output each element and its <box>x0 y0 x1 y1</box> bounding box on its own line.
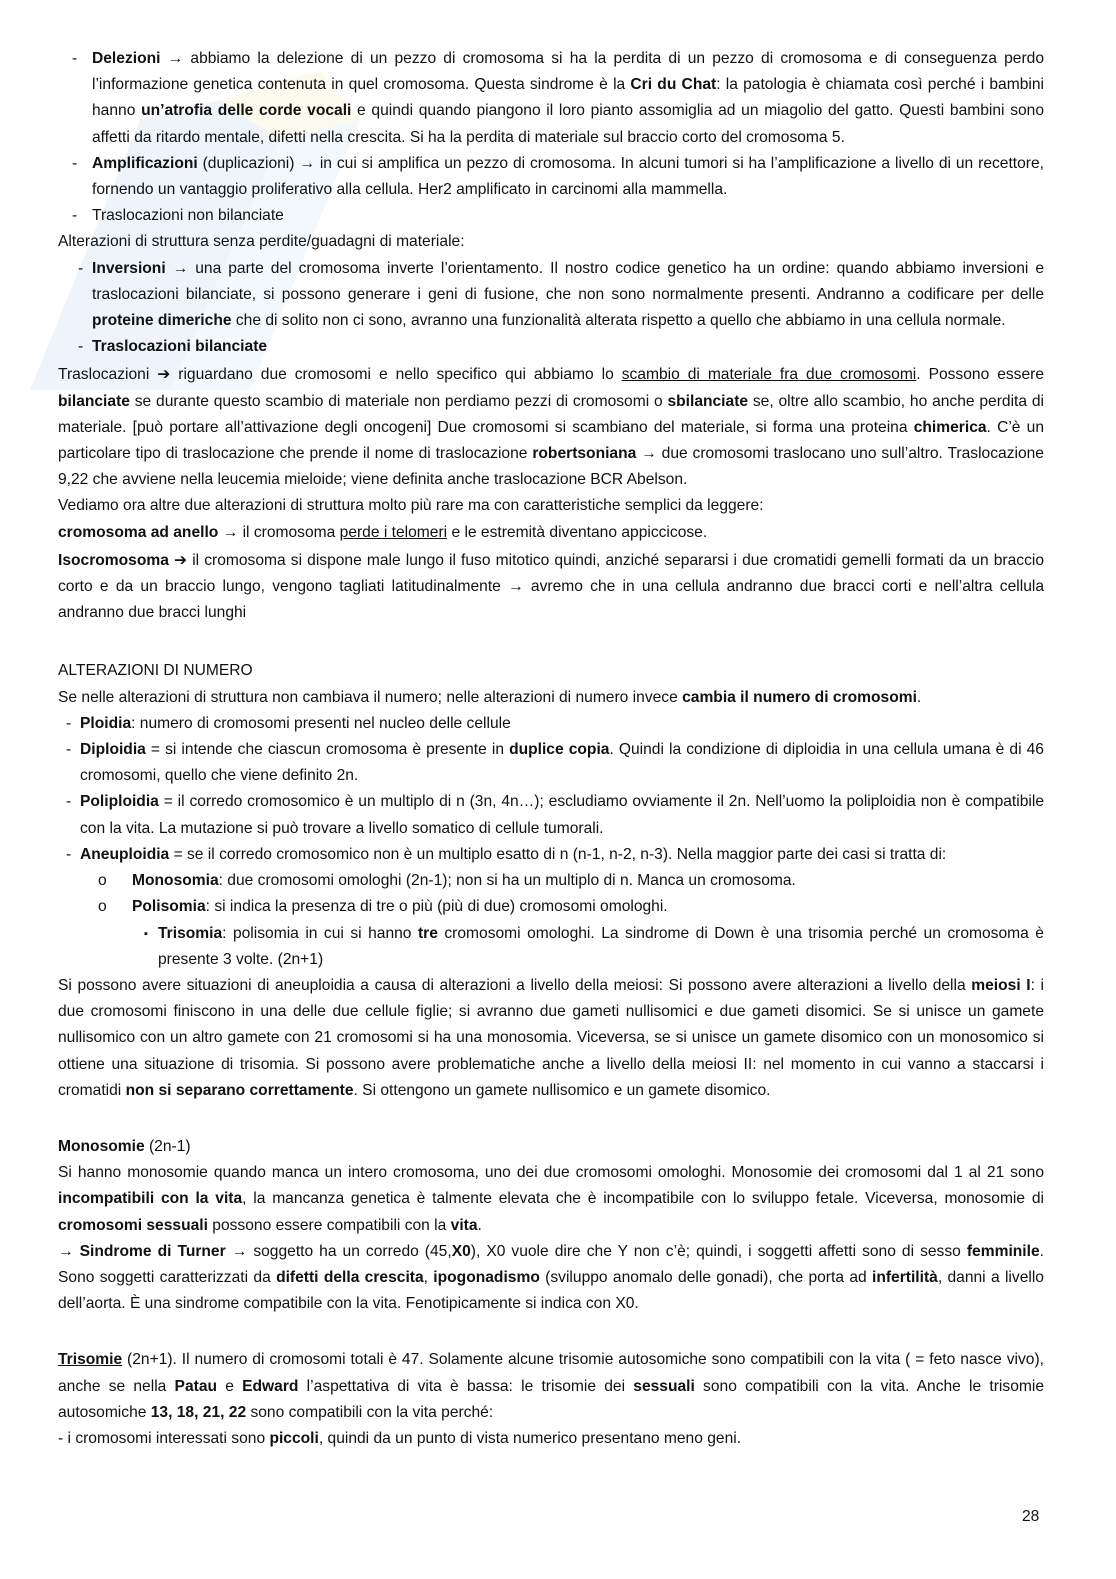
list-item-amplificazioni: - Amplificazioni (duplicazioni) → in cui si amplifica un pezzo di cromosoma. In alcuni tumori si ha l’amplificazione a livello di un recettore, fornendo un vantaggio proliferativo alla cellula. Her2 amplificato in carcinomi alla mammella. <box>58 151 1044 203</box>
list-item-poliploidia: - Poliploidia = il corredo cromosomico è un multiplo di n (3n, 4n…); escludiamo ovviamente il 2n. Nell’uomo la poliploidia non è compatibile con la vita. La mutazione si può trovare a livello somatico di cellule tumorali. <box>58 789 1044 841</box>
bullet-dash: - <box>72 154 78 172</box>
list-item-aneuploidia: - Aneuploidia = se il corredo cromosomico non è un multiplo esatto di n (n-1, n-2, n-3). Nella maggior parte dei casi si tratta di: <box>58 842 1044 868</box>
heading-monosomie: Monosomie (2n-1) <box>58 1137 191 1155</box>
bullet-dash: - <box>78 338 84 356</box>
list-item-ploidia: - Ploidia: numero di cromosomi presenti nel nucleo delle cellule <box>58 711 1044 737</box>
bullet-circle: o <box>98 872 107 890</box>
list-item-monosomia: o Monosomia: due cromosomi omologhi (2n-1); non si ha un multiplo di n. Manca un cromosoma. <box>58 868 1044 894</box>
bullet-dash: - <box>72 50 78 67</box>
paragraph-trisomie: Trisomie (2n+1). Il numero di cromosomi totali è 47. Solamente alcune trisomie autosomiche sono compatibili con la vita ( = feto nasce vivo), anche se nella Patau e Edward l’aspettativa di vita è bassa: le trisomie dei sessuali sono compatibili con la vita. Anche le trisomie autosomiche 13, 18, 21, 22 sono compatibili con la vita perché: <box>58 1351 1044 1421</box>
paragraph-no-loss-intro: Alterazioni di struttura senza perdite/guadagni di materiale: <box>58 233 465 251</box>
section-heading-alterazioni-di-numero: ALTERAZIONI DI NUMERO <box>58 662 253 680</box>
page-number: 28 <box>1022 1508 1040 1525</box>
paragraph-traslocazioni: Traslocazioni ➔ riguardano due cromosomi e nello specifico qui abbiamo lo scambio di materiale fra due cromosomi. Possono essere bilanciate se durante questo scambio di materiale non perdiamo pezzi di cromosomi o sbilanciate se, oltre allo scambio, ho anche perdita di materiale. [può portare all’attivazione degli oncogeni] Due cromosomi si scambiano del materiale, si forma una proteina chimerica. C’è un particolare tipo di traslocazione che prende il nome di traslocazione robertsoniana → due cromosomi traslocano uno sull’altro. Traslocazione 9,22 che avviene nella leucemia mieloide; viene definita anche traslocazione BCR Abelson. <box>58 366 1045 489</box>
bullet-square: ▪ <box>144 927 148 940</box>
paragraph-turner: → Sindrome di Turner → soggetto ha un corredo (45,X0), X0 vuole dire che Y non c’è; quindi, i soggetti affetti sono di sesso femminile. Sono soggetti caratterizzati da difetti della crescita, ipogonadismo (sviluppo anomalo delle gonadi), che porta ad infertilità, danni a livello dell’aorta. È una sindrome compatibile con la vita. Fenotipicamente si indica con X0. <box>58 1242 1044 1313</box>
list-item-trisomia: ▪ Trisomia: polisomia in cui si hanno tre cromosomi omologhi. La sindrome di Down è una trisomia perché un cromosoma è presente 3 volte. (2n+1) <box>58 921 1044 973</box>
paragraph-isocromosoma: Isocromosoma ➔ il cromosoma si dispone male lungo il fuso mitotico quindi, anziché separarsi i due cromatidi gemelli formati da un braccio corto e da un braccio lungo, vengono tagliati latitudinalmente → avremo che in una cellula andranno due bracci corti e nell’altra cellula andranno due bracci lunghi <box>58 551 1044 622</box>
bullet-dash: - <box>66 741 72 759</box>
list-item-inversioni: - Inversioni → una parte del cromosoma inverte l’orientamento. Il nostro codice genetico ha un ordine: quando abbiamo inversioni e traslocazioni bilanciate, si possono generare i geni di fusione, che non sono normalmente presenti. Andranno a codificare per delle proteine dimeriche che di solito non ci sono, avranno una funzionalità alterata rispetto a quello che abbiamo in una cellula normale. <box>58 256 1044 335</box>
bullet-circle: o <box>98 898 107 916</box>
arrow-icon: → <box>58 1242 80 1260</box>
arrow-icon: ➔ <box>168 551 188 569</box>
paragraph-monosomie: Si hanno monosomie quando manca un intero cromosoma, uno dei due cromosomi omologhi. Monosomie dei cromosomi dal 1 al 21 sono incompatibili con la vita, la mancanza genetica è talmente elevata che è incompatibile con lo sviluppo fetale. Viceversa, monosomie di cromosomi sessuali possono essere compatibili con la vita. <box>58 1164 1044 1234</box>
list-item-diploidia: - Diploidia = si intende che ciascun cromosoma è presente in duplice copia. Quindi la condizione di diploidia in una cellula umana è di 46 cromosomi, quello che viene definito 2n. <box>58 737 1044 789</box>
heading-trisomie: Trisomie <box>58 1351 123 1369</box>
arrow-icon: ➔ <box>157 366 171 384</box>
paragraph-meiosi: Si possono avere situazioni di aneuploidia a causa di alterazioni a livello della meiosi: Si possono avere alterazioni a livello della meiosi I: i due cromosomi finiscono in una delle due cellule figlie; si avranno due gameti nullisomici e due gameti disomici. Se si unisce un gamete nullisomico con un altro gamete con 21 cromosomi si ha una monosomia. Viceversa, se si unisce un gamete disomico con un monosomico si ottiene una situazione di trisomia. Si possono avere problematiche anche a livello della meiosi II: nel momento in cui vanno a staccarsi i cromatidi non si separano correttamente. Si ottengono un gamete nullisomico e un gamete disomico. <box>58 976 1044 1099</box>
bullet-dash: - <box>66 845 72 863</box>
paragraph-piccoli: - i cromosomi interessati sono piccoli, quindi da un punto di vista numerico presentano meno geni. <box>58 1429 742 1447</box>
bullet-dash: - <box>78 259 84 277</box>
list-item-delezioni: - Delezioni → abbiamo la delezione di un pezzo di cromosoma si ha la perdita di un pezzo di cromosoma e di conseguenza perdo l’informazione genetica contenuta in quel cromosoma. Questa sindrome è la Cri du Chat: la patologia è chiamata così perché i bambini hanno un’atrofia delle corde vocali e quindi quando piangono il loro pianto assomiglia ad un miagolio del gatto. Questi bambini sono affetti da ritardo mentale, difetti nella crescita. Si ha la perdita di materiale sul braccio corto del cromosoma 5. <box>58 46 1044 151</box>
bullet-dash: - <box>66 793 72 811</box>
document-body <box>58 46 1044 1452</box>
list-item-traslocazioni-non-bilanciate: - Traslocazioni non bilanciate <box>58 203 1044 229</box>
bullet-dash: - <box>66 714 72 732</box>
paragraph-rare-intro: Vediamo ora altre due alterazioni di struttura molto più rare ma con caratteristiche semplici da leggere: <box>58 497 764 515</box>
paragraph-anello: cromosoma ad anello → il cromosoma perde i telomeri e le estremità diventano appiccicose. <box>58 523 708 541</box>
paragraph-numero-intro: Se nelle alterazioni di struttura non cambiava il numero; nelle alterazioni di numero invece cambia il numero di cromosomi. <box>58 688 922 706</box>
list-item-traslocazioni-bilanciate: - Traslocazioni bilanciate <box>58 334 1044 360</box>
bullet-dash: - <box>72 207 78 225</box>
list-item-polisomia: o Polisomia: si indica la presenza di tre o più (più di due) cromosomi omologhi. <box>58 894 1044 920</box>
